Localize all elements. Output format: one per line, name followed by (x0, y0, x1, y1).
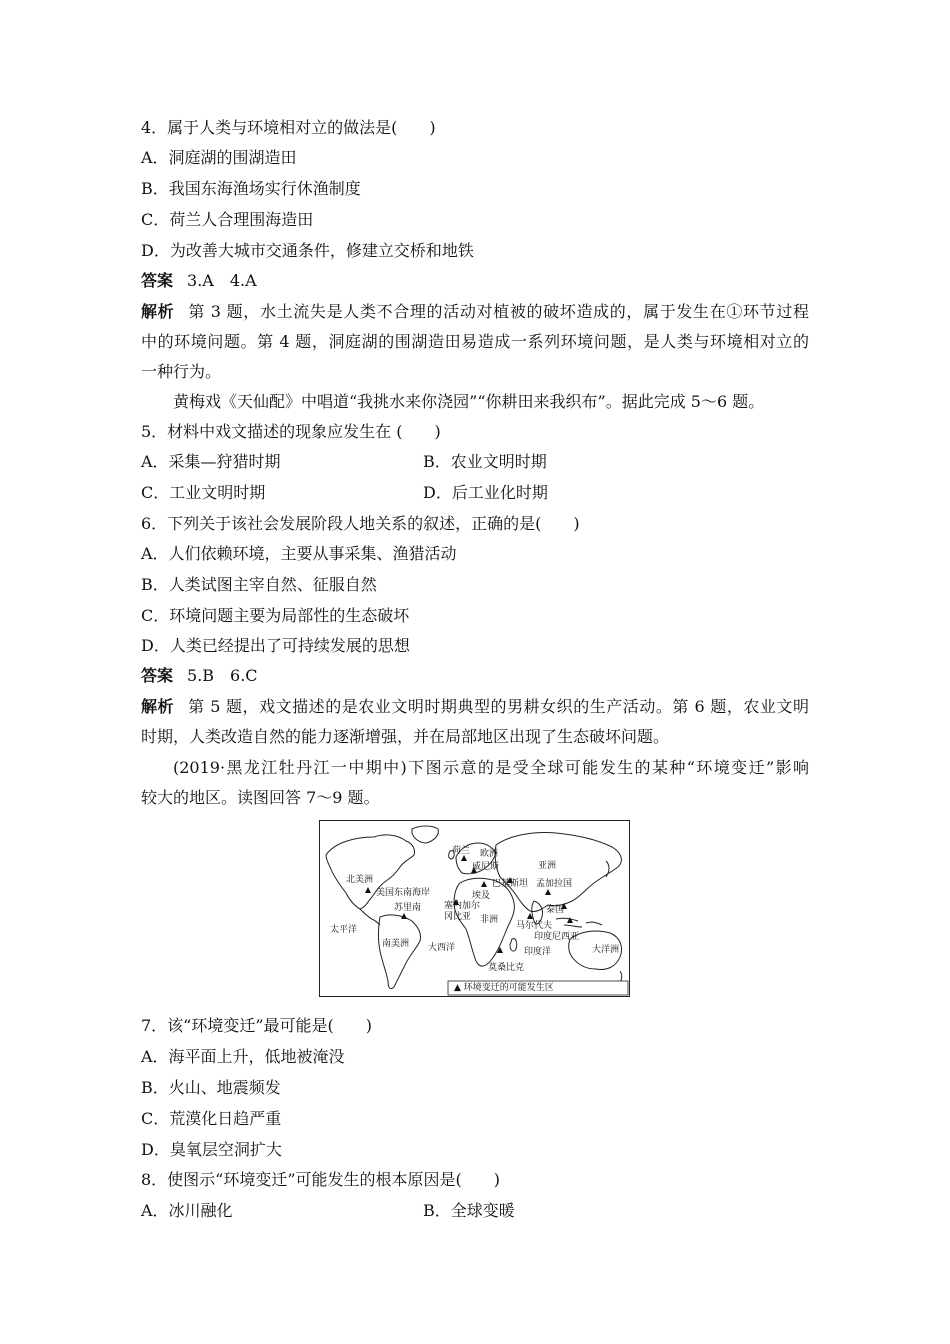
q6-option-b: B．人类试图主宰自然、征服自然 (141, 575, 377, 594)
analysis-label: 解析 (141, 302, 175, 321)
indonesia-outline (556, 918, 602, 927)
central-america-outline (360, 909, 380, 925)
analysis-label: 解析 (141, 697, 175, 716)
answer-5-6 (141, 666, 258, 686)
q4-option-a: A．洞庭湖的围湖造田 (141, 148, 297, 167)
madagascar-outline (510, 939, 517, 951)
q8-stem: 8．使图示“环境变迁”可能发生的根本原因是( ) (141, 1170, 501, 1189)
q7-option-a: A．海平面上升，低地被淹没 (141, 1047, 345, 1066)
label-asia: 亚洲 (538, 861, 557, 871)
q4-stem: 4．属于人类与环境相对立的做法是( ) (141, 118, 436, 137)
label-suriname: 苏里南 (394, 903, 422, 913)
q7-option-d: D．臭氧层空洞扩大 (141, 1140, 282, 1159)
q6-option-d: D．人类已经提出了可持续发展的思想 (141, 636, 410, 655)
answer-text: 5.B 6.C (187, 666, 258, 685)
south-america-outline (379, 915, 421, 989)
intro-7-9-line2: 较大的地区。读图回答 7～9 题。 (141, 788, 380, 807)
label-egypt: 埃及 (472, 891, 491, 901)
label-north-america: 北美洲 (346, 875, 374, 885)
label-bangladesh: 孟加拉国 (536, 879, 573, 889)
marker-egypt (481, 881, 487, 887)
q6-stem: 6．下列关于该社会发展阶段人地关系的叙述，正确的是( ) (141, 514, 580, 533)
q5-option-a: A．采集—狩猎时期 (141, 452, 281, 471)
q6-option-a: A．人们依赖环境，主要从事采集、渔猎活动 (141, 544, 457, 563)
answer-text: 3.A 4.A (187, 271, 257, 290)
answer-3-4 (141, 271, 257, 291)
marker-bangladesh (545, 889, 551, 895)
analysis-5-6-line2: 时期，人类改造自然的能力逐渐增强，并在局部地区出现了生态破坏问题。 (141, 727, 670, 746)
greenland-outline (412, 826, 438, 843)
label-pakistan: 巴基斯坦 (492, 879, 529, 889)
label-senegal: 塞内加尔 (444, 901, 481, 911)
label-indonesia: 印度尼西亚 (534, 932, 580, 942)
label-south-america: 南美洲 (382, 939, 410, 949)
label-gambia: 冈比亚 (444, 912, 472, 922)
label-maldives: 马尔代夫 (516, 921, 553, 931)
q6-option-c: C．环境问题主要为局部性的生态破坏 (141, 606, 410, 625)
q4-option-c: C．荷兰人合理围海造田 (141, 210, 314, 229)
q8-option-b: B．全球变暖 (423, 1201, 515, 1220)
world-map-figure (319, 820, 630, 997)
marker-indonesia (567, 917, 573, 923)
label-atlantic: 大西洋 (428, 943, 456, 953)
q4-option-b: B．我国东海渔场实行休渔制度 (141, 179, 361, 198)
label-indian-ocean: 印度洋 (524, 947, 552, 957)
q7-option-b: B．火山、地震频发 (141, 1078, 281, 1097)
label-us-southeast-coast: 美国东南海岸 (376, 888, 431, 898)
q5-option-b: B．农业文明时期 (423, 452, 547, 471)
label-europe: 欧洲 (480, 849, 499, 859)
map-legend: ▲ 环境变迁的可能发生区 (454, 983, 554, 993)
answer-label: 答案 (141, 666, 174, 685)
q4-option-d: D．为改善大城市交通条件，修建立交桥和地铁 (141, 241, 474, 260)
answer-label: 答案 (141, 271, 174, 290)
label-netherlands: 荷兰 (452, 846, 471, 856)
label-mozambique: 莫桑比克 (488, 963, 525, 973)
label-africa: 非洲 (480, 915, 499, 925)
intro-5-6: 黄梅戏《天仙配》中唱道“我挑水来你浇园”“你耕田来我织布”。据此完成 5～6 题。 (173, 392, 765, 411)
q5-option-d: D．后工业化时期 (423, 483, 548, 502)
q8-option-a: A．冰川融化 (141, 1201, 233, 1220)
intro-7-9-line1: (2019·黑龙江牡丹江一中期中)下图示意的是受全球可能发生的某种“环境变迁”影响 (173, 758, 809, 777)
q7-option-c: C．荒漠化日趋严重 (141, 1109, 282, 1128)
label-oceania: 大洋洲 (592, 945, 620, 955)
q5-stem: 5．材料中戏文描述的现象应发生在 ( ) (141, 422, 441, 441)
marker-us-coast (365, 887, 371, 893)
analysis-3-4-line1: 解析 第 3 题，水土流失是人类不合理的活动对植被的破坏造成的，属于发生在①环节过程 (141, 302, 809, 321)
label-thailand: 泰国 (546, 905, 565, 915)
label-venice: 威尼斯 (472, 862, 500, 872)
analysis-3-4-line2: 中的环境问题。第 4 题，洞庭湖的围湖造田易造成一系列环境问题，是人类与环境相对立的 (141, 332, 809, 351)
q7-stem: 7．该“环境变迁”最可能是( ) (141, 1016, 373, 1035)
q5-option-c: C．工业文明时期 (141, 483, 266, 502)
analysis-3-4-line3: 一种行为。 (141, 362, 222, 381)
label-pacific: 太平洋 (330, 925, 358, 935)
asia-outline (495, 833, 621, 912)
analysis-5-6-line1: 解析 第 5 题，戏文描述的是农业文明时期典型的男耕女织的生产活动。第 6 题，农业文明 (141, 697, 809, 716)
